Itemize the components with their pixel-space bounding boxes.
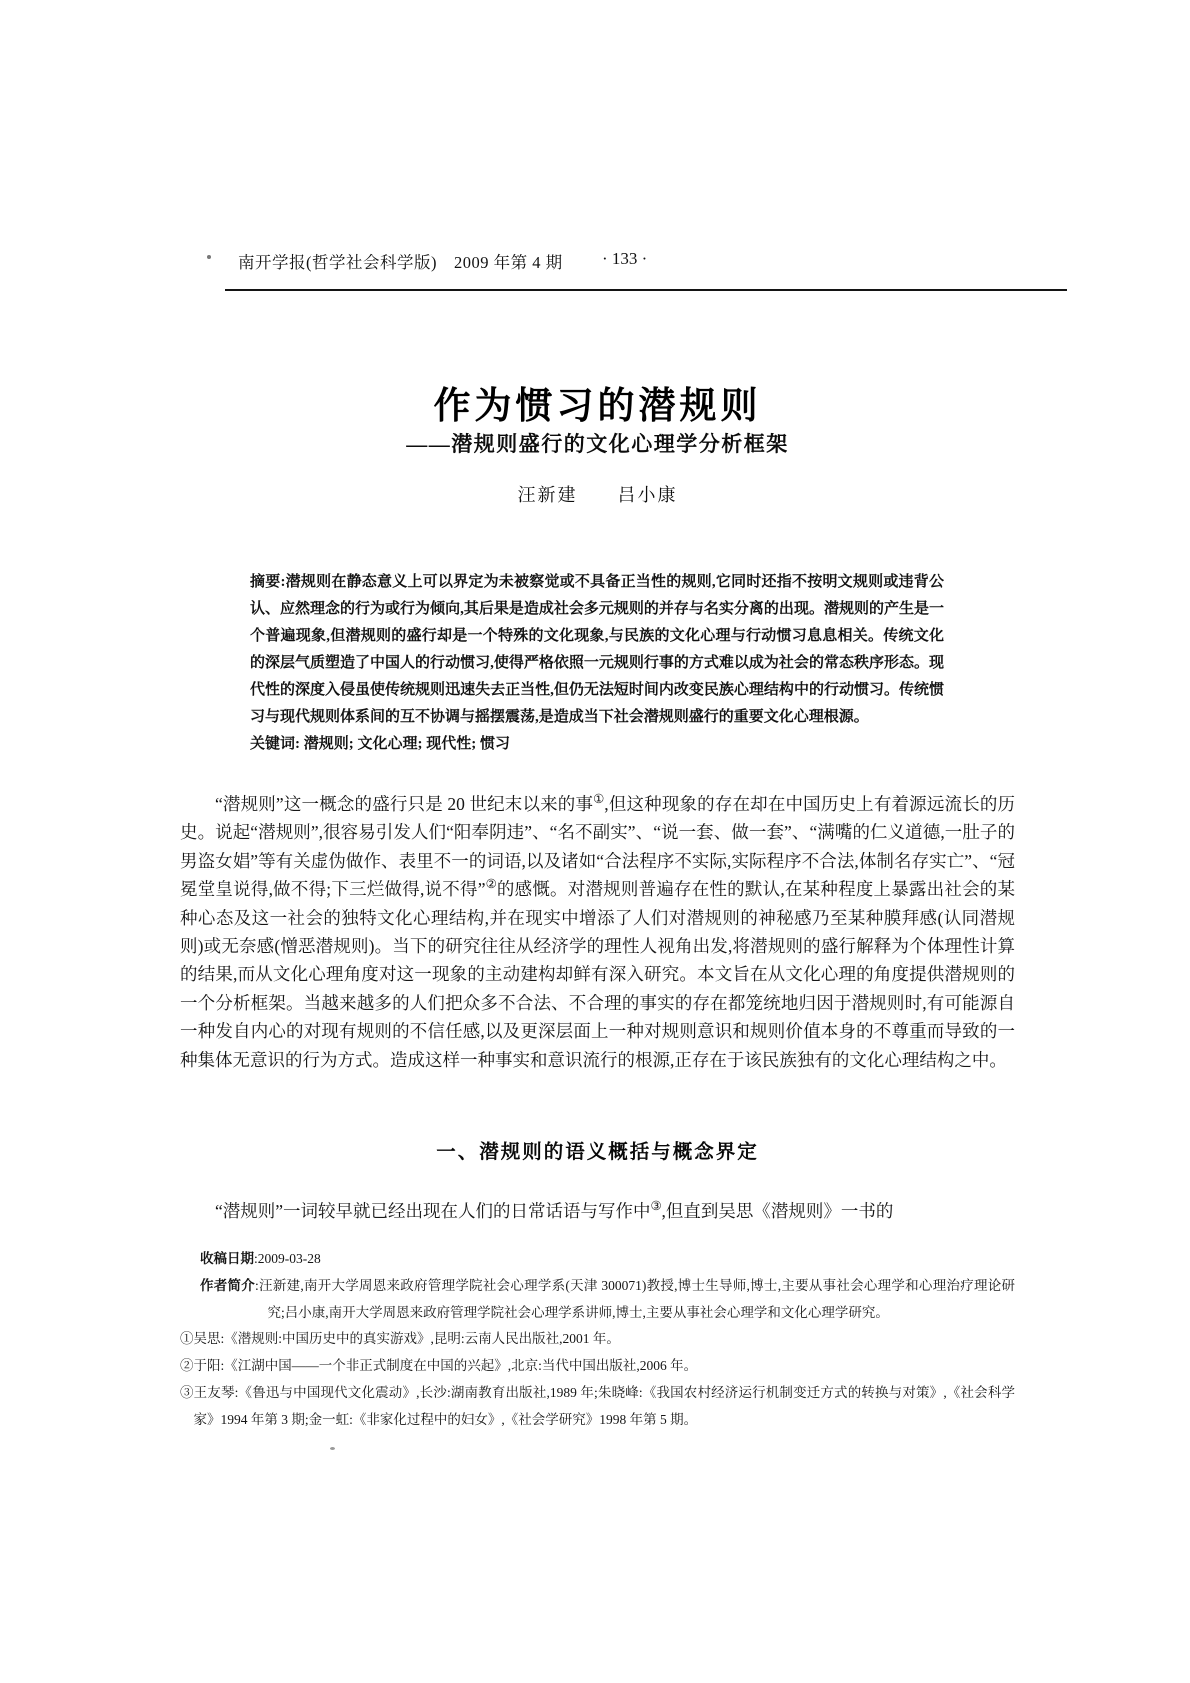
received-date-label: 收稿日期 — [200, 1251, 254, 1266]
author-bio-value: :汪新建,南开大学周恩来政府管理学院社会心理学系(天津 300071)教授,博士生导师,博士,主要从事社会心理学和心理治疗理论研究;吕小康,南开大学周恩来政府管理学院社会心理学系讲师,博士,主要从事社会心理学和文化心理学研究。 — [255, 1277, 1015, 1320]
header-rule — [225, 289, 1067, 291]
body-text: ,但直到吴思《潜规则》一书的 — [661, 1201, 894, 1221]
abstract-paragraph — [250, 569, 944, 731]
footnotes-block — [180, 1246, 1015, 1434]
received-date-line — [200, 1246, 1015, 1273]
keywords-line — [250, 731, 944, 758]
body-text: “潜规则”这一概念的盛行只是 20 世纪末以来的事 — [215, 794, 594, 814]
keywords-label: 关键词: — [250, 736, 300, 752]
abstract-label: 摘要: — [250, 574, 286, 590]
scan-speck — [330, 1447, 335, 1450]
keywords-text: 潜规则; 文化心理; 现代性; 惯习 — [300, 736, 510, 752]
received-date-value: :2009-03-28 — [254, 1251, 321, 1266]
section-1-heading: 一、潜规则的语义概括与概念界定 — [436, 1142, 759, 1163]
page-number: · 133 · — [602, 249, 648, 268]
abstract-block — [250, 569, 944, 758]
article-title: 作为惯习的潜规则 — [433, 385, 762, 427]
footnote-2: ②于阳:《江湖中国——一个非正式制度在中国的兴起》,北京:当代中国出版社,2006 年。 — [180, 1358, 698, 1374]
journal-header: 南开学报(哲学社会科学版) 2009 年第 4 期 — [238, 253, 563, 272]
scan-speck — [207, 255, 211, 259]
body-paragraph-2 — [180, 1197, 1015, 1225]
footnote-ref-2: ② — [485, 877, 497, 892]
footnote-3: ③王友琴:《鲁迅与中国现代文化震动》,长沙:湖南教育出版社,1989 年;朱晓峰:《我国农村经济运行机制变迁方式的转换与对策》,《社会科学家》1994 年第 3 期;金一虹:《非家化过程中的妇女》,《社会学研究》1998 年第 5 期。 — [180, 1384, 1015, 1427]
body-paragraph-1 — [180, 790, 1015, 1074]
abstract-text: 潜规则在静态意义上可以界定为未被察觉或不具备正当性的规则,它同时还指不按明文规则或违背公认、应然理念的行为或行为倾向,其后果是造成社会多元规则的并存与名实分离的出现。潜规则的产生是一个普遍现象,但潜规则的盛行却是一个特殊的文化现象,与民族的文化心理与行动惯习息息相关。传统文化的深层气质塑造了中国人的行动惯习,使得严格依照一元规则行事的方式难以成为社会的常态秩序形态。现代性的深度入侵虽使传统规则迅速失去正当性,但仍无法短时间内改变民族心理结构中的行动惯习。传统惯习与现代规则体系间的互不协调与摇摆震荡,是造成当下社会潜规则盛行的重要文化心理根源。 — [250, 574, 944, 725]
author-bio-line — [200, 1273, 1015, 1327]
body-text: 的感慨。对潜规则普遍存在性的默认,在某种程度上暴露出社会的某种心态及这一社会的独特文化心理结构,并在现实中增添了人们对潜规则的神秘感乃至某种膜拜感(认同潜规则)或无奈感(憎恶潜规则)。当下的研究往往从经济学的理性人视角出发,将潜规则的盛行解释为个体理性计算的结果,而从文化心理角度对这一现象的主动建构却鲜有深入研究。本文旨在从文化心理的角度提供潜规则的一个分析框架。当越来越多的人们把众多不合法、不合理的事实的存在都笼统地归因于潜规则时,有可能源自一种发自内心的对现有规则的不信任感,以及更深层面上一种对规则意识和规则价值本身的不尊重而导致的一种集体无意识的行为方式。造成这样一种事实和意识流行的根源,正存在于该民族独有的文化心理结构之中。 — [180, 879, 1015, 1070]
article-subtitle: ——潜规则盛行的文化心理学分析框架 — [406, 432, 789, 457]
body-text: “潜规则”一词较早就已经出现在人们的日常话语与写作中 — [215, 1201, 651, 1221]
footnote-ref-3: ③ — [650, 1199, 662, 1214]
authors: 汪新建 吕小康 — [517, 485, 678, 505]
body-text: ,但这种现象的存在却在中国历史上有着源远流长的历史。说起“潜规则”,很容易引发人们“阳奉阴违”、“名不副实”、“说一套、做一套”、“满嘴的仁义道德,一肚子的男盗女娼”等有关虚伪做作、表里不一的词语,以及诸如“合法程序不实际,实际程序不合法,体制名存实亡”、“冠冕堂皇说得,做不得;下三烂做得,说不得” — [180, 794, 1015, 900]
author-bio-label: 作者简介 — [200, 1277, 256, 1293]
footnote-1: ①吴思:《潜规则:中国历史中的真实游戏》,昆明:云南人民出版社,2001 年。 — [180, 1331, 620, 1347]
footnote-ref-1: ① — [593, 792, 605, 807]
